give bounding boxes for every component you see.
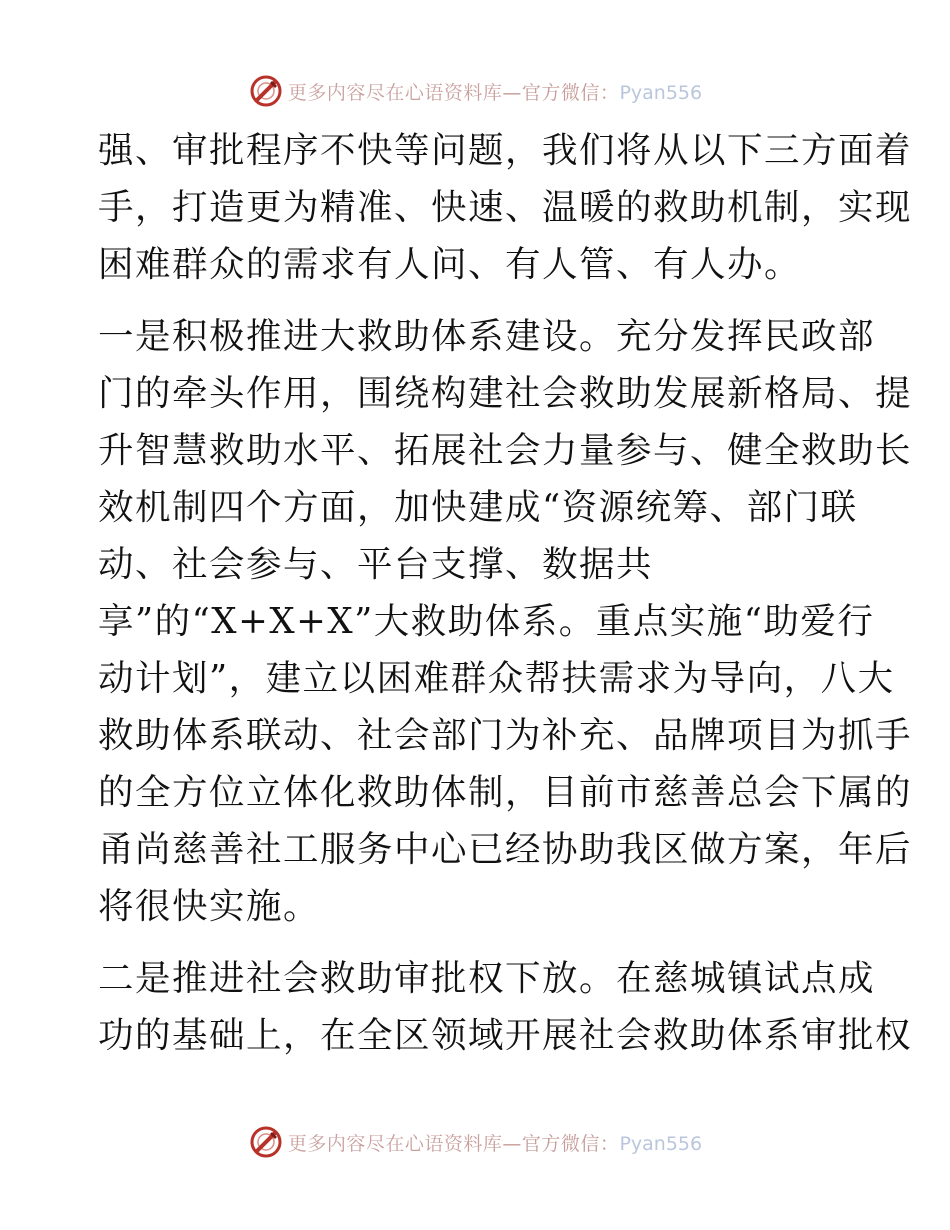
watermark-text [288,1129,702,1156]
text-line: 救助体系联动、社会部门为补充、品牌项目为抓手 [98,715,913,756]
watermark-brand: 更多内容尽在心语资料库 [287,81,503,104]
paragraph-3 [98,950,913,1064]
watermark-dash: — [502,1132,522,1155]
text-line: 一是积极推进大救助体系建设。充分发挥民政部 [98,316,876,357]
watermark-seal-icon [248,73,284,109]
text-line: 动、社会参与、平台支撑、数据共 [98,544,654,585]
text-line: 将很快实施。 [98,886,321,927]
text-line: 功的基础上，在全区领域开展社会救助体系审批权 [98,1015,913,1056]
watermark-handle: Pyan556 [619,1132,703,1155]
header-watermark-banner [0,71,950,111]
watermark-handle: Pyan556 [619,81,703,104]
text-line: 甬尚慈善社工服务中心已经协助我区做方案，年后 [98,829,913,870]
paragraph-2 [98,308,913,935]
text-line: 门的牵头作用，围绕构建社会救助发展新格局、提 [98,373,913,414]
footer-watermark-banner [0,1122,950,1162]
text-line: 享”的“X+X+X”大救助体系。重点实施“助爱行 [98,601,875,642]
text-line: 的全方位立体化救助体制，目前市慈善总会下属的 [98,772,913,813]
watermark-seal-icon [248,1124,284,1160]
text-line: 动计划”，建立以困难群众帮扶需求为导向，八大 [98,658,895,699]
watermark-wechat-label: 官方微信： [521,1132,620,1155]
text-line: 困难群众的需求有人问、有人管、有人办。 [98,244,802,285]
text-line: 强、审批程序不快等问题，我们将从以下三方面着 [98,130,913,171]
text-line: 手，打造更为精准、快速、温暖的救助机制，实现 [98,187,913,228]
text-line: 升智慧救助水平、拓展社会力量参与、健全救助长 [98,430,913,471]
watermark-text [288,78,702,105]
text-line: 效机制四个方面，加快建成“资源统筹、部门联 [98,487,858,528]
document-body [98,122,913,1064]
paragraph-1 [98,122,913,293]
watermark-wechat-label: 官方微信： [521,81,620,104]
watermark-dash: — [502,81,522,104]
watermark-brand: 更多内容尽在心语资料库 [287,1132,503,1155]
text-line: 二是推进社会救助审批权下放。在慈城镇试点成 [98,958,876,999]
